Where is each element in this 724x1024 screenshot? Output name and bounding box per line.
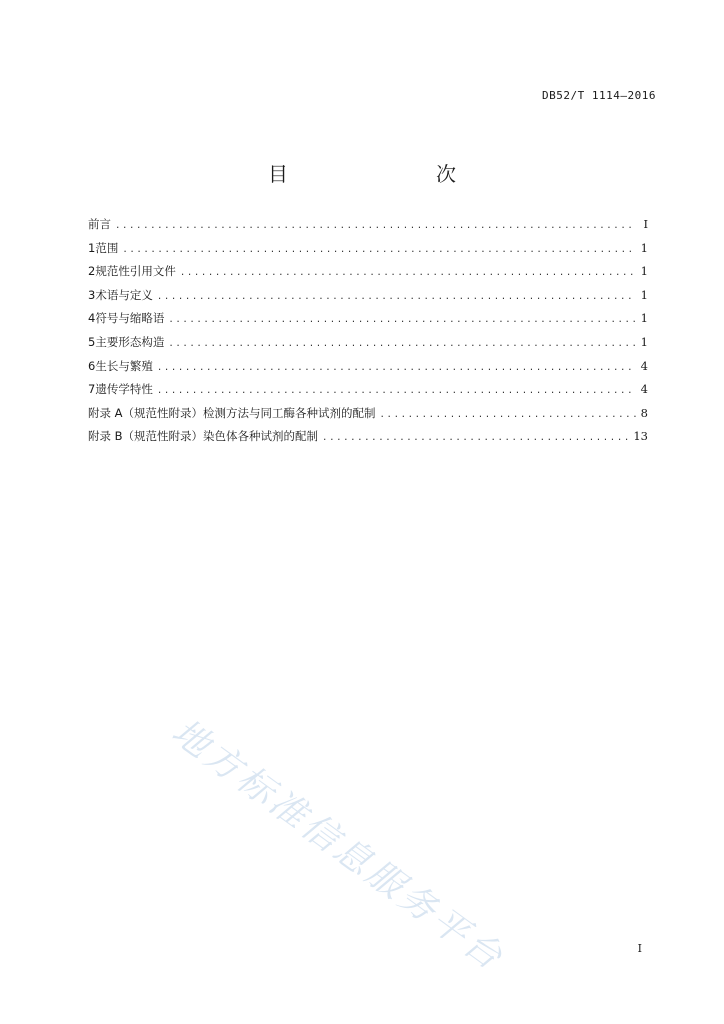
toc-leader-dots <box>157 386 636 396</box>
toc-entry-number: 5 <box>88 334 96 349</box>
toc-entry-number: 2 <box>88 264 96 279</box>
toc-entry-label: 范围 <box>95 240 119 255</box>
toc-entry-label: 术语与定义 <box>95 287 153 302</box>
toc-entry-number: 3 <box>88 287 96 302</box>
toc-leader-dots <box>168 315 636 325</box>
toc-entry-number: 4 <box>88 311 96 326</box>
watermark: 地方标准信息服务平台 <box>164 711 512 980</box>
toc-entry-label: 生长与繁殖 <box>95 358 153 373</box>
toc-entry-label: 规范性引用文件 <box>95 264 176 279</box>
page-number: I <box>637 942 642 955</box>
toc-entry-page: 4 <box>640 358 648 373</box>
toc-entry-page: 13 <box>633 429 648 444</box>
document-code: DB52/T 1114—2016 <box>542 89 656 102</box>
toc-entry-number: 1 <box>88 240 96 255</box>
toc-entry-page: 1 <box>640 334 648 349</box>
page-title: 目 次 <box>268 162 492 186</box>
toc-entry-label: 检测方法与同工酶各种试剂的配制 <box>203 405 376 420</box>
toc-entry-label: 遗传学特性 <box>95 382 153 397</box>
toc-entry-number: 7 <box>88 382 96 397</box>
toc-entry-page: 1 <box>640 264 648 279</box>
appendix-prefix: 附录 A <box>88 405 123 420</box>
toc-entry-appendix-b[interactable] <box>88 428 648 452</box>
toc-entry-page: 1 <box>640 311 648 326</box>
toc-entry-page: 1 <box>640 287 648 302</box>
toc-entry-terms-definitions[interactable] <box>88 287 648 311</box>
toc-entry-growth-reproduction[interactable] <box>88 358 648 382</box>
toc-entry-scope[interactable] <box>88 240 648 264</box>
toc-leader-dots <box>122 245 636 255</box>
toc-entry-number: 6 <box>88 358 96 373</box>
toc-entry-genetics[interactable] <box>88 381 648 405</box>
toc-entry-label: 染色体各种试剂的配制 <box>203 429 319 444</box>
toc-entry-label: 前言 <box>88 217 111 231</box>
toc-entry-page: I <box>643 217 648 231</box>
toc-entry-label: 主要形态构造 <box>95 334 165 349</box>
toc-leader-dots <box>180 268 636 278</box>
toc-leader-dots <box>322 433 629 443</box>
toc-entry-page: 1 <box>640 240 648 255</box>
toc-entry-foreword[interactable] <box>88 216 648 240</box>
appendix-prefix: 附录 B <box>88 429 123 444</box>
toc-entry-page: 4 <box>640 382 648 397</box>
toc-leader-dots <box>168 339 636 349</box>
toc-entry-symbols-abbreviations[interactable] <box>88 310 648 334</box>
toc-leader-dots <box>157 363 636 373</box>
toc-leader-dots <box>115 221 636 231</box>
toc-leader-dots <box>157 292 636 302</box>
appendix-category: （规范性附录） <box>122 405 204 420</box>
toc-entry-normative-references[interactable] <box>88 263 648 287</box>
toc-leader-dots <box>380 410 636 420</box>
toc-entry-appendix-a[interactable] <box>88 405 648 429</box>
appendix-category: （规范性附录） <box>122 429 204 444</box>
table-of-contents <box>88 216 648 452</box>
toc-entry-page: 8 <box>640 405 648 420</box>
toc-entry-morphology[interactable] <box>88 334 648 358</box>
toc-entry-label: 符号与缩略语 <box>95 311 165 326</box>
